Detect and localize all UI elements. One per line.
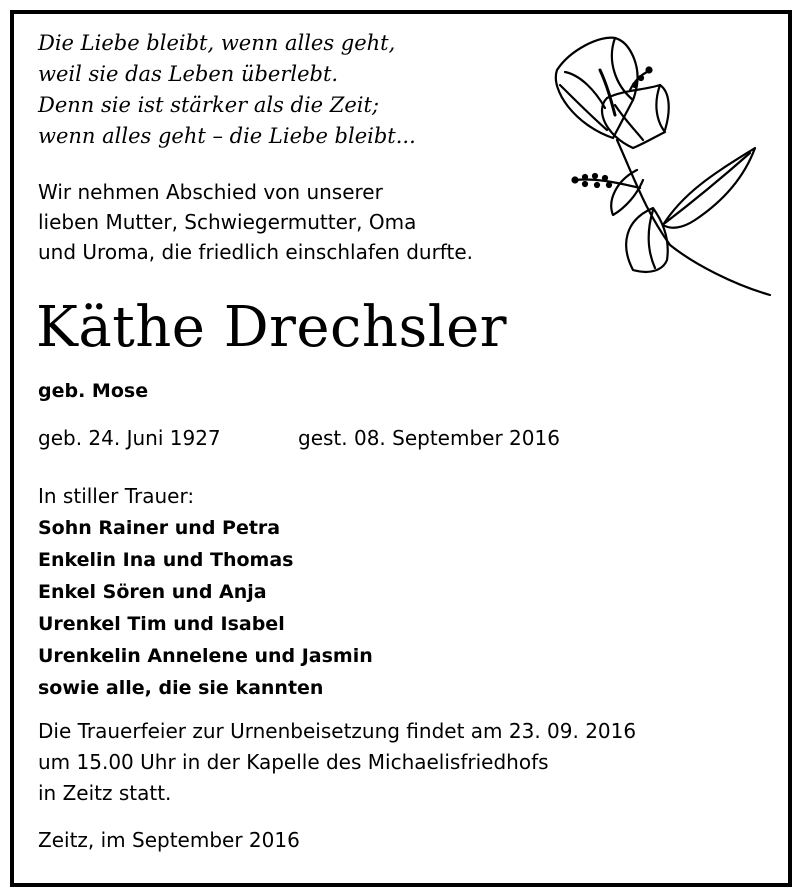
- poem-line: weil sie das Leben überlebt.: [38, 62, 339, 86]
- mourners: [38, 480, 373, 704]
- service-line: um 15.00 Uhr in der Kapelle des Michaelisfriedhofs: [38, 750, 549, 774]
- mourner-line: Sohn Rainer und Petra: [38, 517, 281, 539]
- poem-line: Denn sie ist stärker als die Zeit;: [38, 93, 380, 117]
- intro-line: Wir nehmen Abschied von unserer: [38, 180, 383, 204]
- service-line: in Zeitz statt.: [38, 781, 172, 805]
- birth-date: geb. 24. Juni 1927: [38, 426, 221, 450]
- service-line: Die Trauerfeier zur Urnenbeisetzung findet am 23. 09. 2016: [38, 719, 637, 743]
- birth-name: geb. Mose: [38, 380, 149, 402]
- mourner-line: Urenkel Tim und Isabel: [38, 613, 285, 635]
- intro-text: [38, 177, 473, 267]
- poem-line: wenn alles geht – die Liebe bleibt...: [38, 124, 416, 148]
- mourner-line: sowie alle, die sie kannten: [38, 677, 324, 699]
- mourner-line: Enkelin Ina und Thomas: [38, 549, 294, 571]
- place-date: Zeitz, im September 2016: [38, 828, 300, 852]
- deceased-name: Käthe Drechsler: [36, 295, 508, 360]
- mourners-heading: In stiller Trauer:: [38, 484, 195, 508]
- death-date: gest. 08. September 2016: [298, 426, 560, 450]
- poem: [38, 28, 416, 152]
- poem-line: Die Liebe bleibt, wenn alles geht,: [38, 31, 396, 55]
- calla-lily-icon: [545, 30, 775, 300]
- mourner-line: Enkel Sören und Anja: [38, 581, 267, 603]
- mourner-line: Urenkelin Annelene und Jasmin: [38, 645, 373, 667]
- intro-line: lieben Mutter, Schwiegermutter, Oma: [38, 210, 417, 234]
- intro-line: und Uroma, die friedlich einschlafen durfte.: [38, 240, 473, 264]
- service-info: [38, 716, 636, 809]
